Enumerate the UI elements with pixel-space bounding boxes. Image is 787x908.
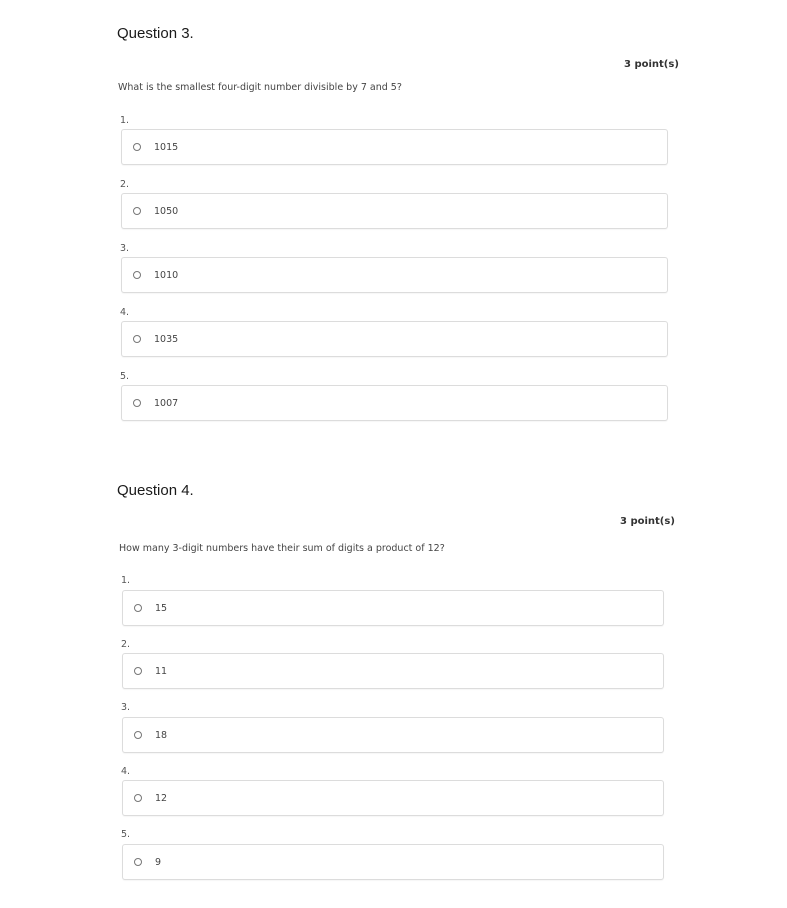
option-number: 2. (120, 179, 130, 190)
option-label: 12 (155, 793, 168, 804)
question-text: How many 3-digit numbers have their sum of digits a product of 12? (119, 543, 445, 554)
option-label: 15 (155, 603, 168, 614)
option-label: 1050 (154, 206, 179, 217)
radio-button[interactable] (134, 794, 142, 802)
option-number: 5. (120, 371, 130, 382)
radio-button[interactable] (133, 271, 141, 279)
radio-button[interactable] (134, 858, 142, 866)
option-number: 4. (121, 766, 131, 777)
answer-option-1[interactable] (122, 590, 664, 626)
radio-button[interactable] (133, 207, 141, 215)
option-label: 1015 (154, 142, 179, 153)
option-label: 1010 (154, 270, 179, 281)
answer-option-1[interactable] (121, 129, 668, 165)
answer-option-3[interactable] (122, 717, 664, 753)
option-number: 1. (120, 115, 130, 126)
answer-option-3[interactable] (121, 257, 668, 293)
option-label: 11 (155, 666, 168, 677)
option-number: 5. (121, 829, 131, 840)
radio-button[interactable] (133, 399, 141, 407)
question-text: What is the smallest four-digit number divisible by 7 and 5? (118, 82, 402, 93)
answer-option-5[interactable] (121, 385, 668, 421)
answer-option-2[interactable] (121, 193, 668, 229)
option-number: 3. (121, 702, 131, 713)
question-points: 3 point(s) (620, 516, 675, 527)
question-title: Question 4. (117, 482, 194, 499)
question-title: Question 3. (117, 25, 194, 42)
answer-option-5[interactable] (122, 844, 664, 880)
radio-button[interactable] (133, 335, 141, 343)
question-points: 3 point(s) (624, 59, 679, 70)
option-number: 3. (120, 243, 130, 254)
answer-option-4[interactable] (122, 780, 664, 816)
option-label: 1035 (154, 334, 179, 345)
option-label: 18 (155, 730, 168, 741)
option-number: 2. (121, 639, 131, 650)
radio-button[interactable] (134, 667, 142, 675)
option-label: 1007 (154, 398, 179, 409)
radio-button[interactable] (134, 604, 142, 612)
answer-option-4[interactable] (121, 321, 668, 357)
radio-button[interactable] (134, 731, 142, 739)
option-label: 9 (155, 857, 162, 868)
answer-option-2[interactable] (122, 653, 664, 689)
option-number: 4. (120, 307, 130, 318)
radio-button[interactable] (133, 143, 141, 151)
option-number: 1. (121, 575, 131, 586)
